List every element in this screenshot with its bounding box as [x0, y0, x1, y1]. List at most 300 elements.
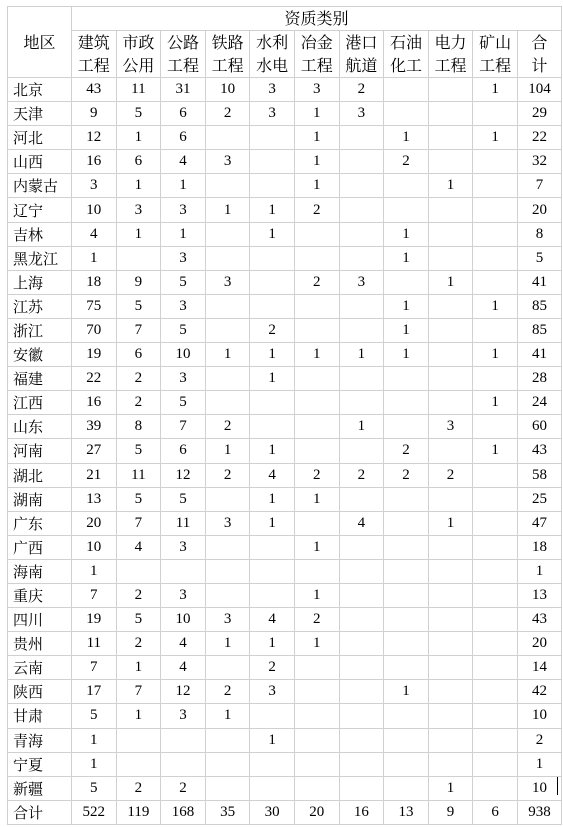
value-cell: 10 [205, 78, 250, 102]
value-cell [473, 656, 518, 680]
value-cell [428, 704, 473, 728]
row-total-cell: 14 [517, 656, 561, 680]
region-cell: 河北 [8, 126, 72, 150]
value-cell: 2 [116, 583, 161, 607]
value-cell [205, 583, 250, 607]
value-cell: 11 [116, 78, 161, 102]
value-cell: 1 [72, 246, 117, 270]
value-cell [339, 294, 384, 318]
value-cell [428, 656, 473, 680]
value-cell [294, 680, 339, 704]
value-cell [339, 367, 384, 391]
value-cell: 75 [72, 294, 117, 318]
value-cell: 2 [384, 463, 429, 487]
category-header-7 [384, 31, 429, 78]
value-cell: 13 [384, 800, 429, 824]
category-header-line: 工程 [479, 56, 512, 75]
region-cell: 上海 [8, 270, 72, 294]
value-cell: 5 [116, 439, 161, 463]
region-cell: 安徽 [8, 343, 72, 367]
value-cell: 1 [205, 198, 250, 222]
value-cell: 6 [473, 800, 518, 824]
value-cell: 1 [339, 415, 384, 439]
value-cell: 3 [161, 535, 206, 559]
category-header-line: 合 [531, 33, 548, 52]
value-cell: 43 [72, 78, 117, 102]
value-cell: 20 [72, 511, 117, 535]
table-row [8, 343, 562, 367]
value-cell: 1 [116, 174, 161, 198]
value-cell: 12 [72, 126, 117, 150]
value-cell [205, 222, 250, 246]
value-cell: 4 [339, 511, 384, 535]
value-cell: 6 [161, 102, 206, 126]
value-cell [384, 728, 429, 752]
value-cell: 12 [161, 463, 206, 487]
table-row [8, 776, 562, 800]
value-cell [428, 535, 473, 559]
category-header-line: 水利 [256, 33, 289, 52]
table-row [8, 391, 562, 415]
category-header-0 [72, 31, 117, 78]
value-cell: 39 [72, 415, 117, 439]
value-cell: 1 [294, 102, 339, 126]
value-cell [339, 198, 384, 222]
table-row [8, 439, 562, 463]
value-cell [339, 150, 384, 174]
value-cell: 16 [72, 391, 117, 415]
value-cell: 1 [384, 294, 429, 318]
value-cell: 11 [72, 632, 117, 656]
value-cell: 3 [161, 367, 206, 391]
category-header-line: 港口 [345, 33, 378, 52]
row-total-cell: 43 [517, 608, 561, 632]
value-cell: 2 [339, 78, 384, 102]
value-cell: 3 [250, 78, 295, 102]
value-cell [116, 728, 161, 752]
table-row [8, 511, 562, 535]
value-cell: 1 [250, 198, 295, 222]
value-cell [116, 752, 161, 776]
value-cell [384, 270, 429, 294]
value-cell [384, 174, 429, 198]
value-cell [384, 656, 429, 680]
table-body [8, 78, 562, 825]
value-cell: 2 [205, 415, 250, 439]
value-cell: 1 [428, 270, 473, 294]
region-cell: 福建 [8, 367, 72, 391]
value-cell: 11 [161, 511, 206, 535]
row-total-cell: 938 [517, 800, 561, 824]
row-total-cell: 43 [517, 439, 561, 463]
value-cell: 1 [72, 559, 117, 583]
value-cell [250, 294, 295, 318]
value-cell: 3 [161, 294, 206, 318]
row-total-cell: 42 [517, 680, 561, 704]
category-header-line: 电力 [434, 33, 467, 52]
table-row [8, 487, 562, 511]
value-cell: 4 [116, 535, 161, 559]
value-cell: 11 [116, 463, 161, 487]
value-cell: 9 [116, 270, 161, 294]
value-cell: 2 [205, 680, 250, 704]
row-total-cell: 85 [517, 318, 561, 342]
row-total-cell: 41 [517, 270, 561, 294]
value-cell [339, 318, 384, 342]
value-cell: 70 [72, 318, 117, 342]
value-cell: 19 [72, 343, 117, 367]
row-total-cell: 29 [517, 102, 561, 126]
value-cell: 20 [294, 800, 339, 824]
category-header-6 [339, 31, 384, 78]
value-cell [384, 415, 429, 439]
value-cell: 5 [116, 608, 161, 632]
value-cell: 1 [384, 680, 429, 704]
table-row [8, 583, 562, 607]
value-cell: 1 [250, 343, 295, 367]
region-column-header: 地区 [8, 7, 72, 78]
value-cell [473, 608, 518, 632]
value-cell: 10 [72, 198, 117, 222]
value-cell: 119 [116, 800, 161, 824]
value-cell [473, 270, 518, 294]
value-cell: 12 [161, 680, 206, 704]
value-cell [250, 583, 295, 607]
value-cell: 3 [250, 102, 295, 126]
value-cell: 4 [72, 222, 117, 246]
value-cell [428, 583, 473, 607]
value-cell: 1 [205, 439, 250, 463]
value-cell: 2 [205, 463, 250, 487]
value-cell [294, 318, 339, 342]
value-cell [250, 391, 295, 415]
category-header-line: 工程 [434, 56, 467, 75]
value-cell [339, 487, 384, 511]
value-cell: 17 [72, 680, 117, 704]
category-header-line: 公用 [122, 56, 155, 75]
value-cell: 5 [72, 704, 117, 728]
region-cell: 贵州 [8, 632, 72, 656]
value-cell: 522 [72, 800, 117, 824]
value-cell: 5 [161, 318, 206, 342]
value-cell [473, 776, 518, 800]
value-cell: 4 [250, 608, 295, 632]
value-cell [384, 535, 429, 559]
value-cell [205, 246, 250, 270]
value-cell [339, 559, 384, 583]
value-cell: 3 [339, 102, 384, 126]
value-cell: 3 [161, 198, 206, 222]
region-cell: 陕西 [8, 680, 72, 704]
value-cell [339, 222, 384, 246]
table-row [8, 270, 562, 294]
value-cell [294, 656, 339, 680]
value-cell: 30 [250, 800, 295, 824]
category-header-line: 工程 [211, 56, 244, 75]
value-cell: 21 [72, 463, 117, 487]
value-cell: 2 [428, 463, 473, 487]
value-cell [161, 728, 206, 752]
table-row [8, 608, 562, 632]
value-cell [294, 511, 339, 535]
value-cell [294, 246, 339, 270]
value-cell [250, 270, 295, 294]
value-cell: 1 [428, 511, 473, 535]
value-cell [339, 391, 384, 415]
value-cell: 31 [161, 78, 206, 102]
value-cell: 1 [250, 439, 295, 463]
region-cell: 黑龙江 [8, 246, 72, 270]
value-cell [428, 126, 473, 150]
category-header-line: 矿山 [479, 33, 512, 52]
value-cell: 3 [161, 583, 206, 607]
value-cell: 6 [116, 343, 161, 367]
category-header-line: 工程 [77, 56, 110, 75]
value-cell: 1 [384, 318, 429, 342]
region-cell: 山西 [8, 150, 72, 174]
value-cell [473, 752, 518, 776]
value-cell: 2 [294, 198, 339, 222]
value-cell: 3 [339, 270, 384, 294]
value-cell [250, 126, 295, 150]
value-cell [205, 535, 250, 559]
value-cell [428, 343, 473, 367]
row-total-cell: 58 [517, 463, 561, 487]
value-cell: 1 [250, 487, 295, 511]
value-cell: 1 [161, 222, 206, 246]
value-cell [205, 126, 250, 150]
value-cell [428, 439, 473, 463]
value-cell [428, 559, 473, 583]
value-cell: 1 [473, 126, 518, 150]
value-cell: 2 [339, 463, 384, 487]
table-row [8, 246, 562, 270]
value-cell [384, 78, 429, 102]
value-cell: 1 [250, 728, 295, 752]
value-cell: 2 [384, 439, 429, 463]
table-row [8, 126, 562, 150]
value-cell [473, 198, 518, 222]
value-cell [428, 752, 473, 776]
value-cell: 5 [116, 294, 161, 318]
value-cell: 1 [384, 343, 429, 367]
value-cell: 7 [116, 318, 161, 342]
category-header-1 [116, 31, 161, 78]
value-cell: 2 [116, 367, 161, 391]
region-cell: 浙江 [8, 318, 72, 342]
value-cell [384, 511, 429, 535]
category-header-5 [294, 31, 339, 78]
value-cell [473, 222, 518, 246]
value-cell [428, 487, 473, 511]
table-row [8, 463, 562, 487]
value-cell [428, 222, 473, 246]
table-row [8, 704, 562, 728]
value-cell [384, 752, 429, 776]
value-cell: 3 [116, 198, 161, 222]
category-header-line: 冶金 [300, 33, 333, 52]
value-cell [339, 246, 384, 270]
value-cell: 2 [116, 632, 161, 656]
value-cell [473, 535, 518, 559]
row-total-cell: 85 [517, 294, 561, 318]
value-cell: 4 [161, 656, 206, 680]
value-cell: 3 [161, 246, 206, 270]
value-cell: 2 [294, 608, 339, 632]
value-cell: 1 [116, 656, 161, 680]
table-row [8, 150, 562, 174]
table-row [8, 222, 562, 246]
qualification-table-container [7, 6, 562, 825]
value-cell: 4 [161, 632, 206, 656]
value-cell: 6 [161, 126, 206, 150]
row-total-cell: 28 [517, 367, 561, 391]
value-cell: 1 [116, 222, 161, 246]
value-cell [384, 391, 429, 415]
row-total-cell: 18 [517, 535, 561, 559]
value-cell: 3 [205, 608, 250, 632]
value-cell: 1 [294, 535, 339, 559]
table-row [8, 318, 562, 342]
region-cell: 内蒙古 [8, 174, 72, 198]
value-cell [428, 608, 473, 632]
value-cell [384, 608, 429, 632]
value-cell: 7 [116, 680, 161, 704]
value-cell [250, 752, 295, 776]
value-cell [428, 78, 473, 102]
value-cell: 4 [161, 150, 206, 174]
value-cell [205, 294, 250, 318]
value-cell [205, 391, 250, 415]
region-cell: 青海 [8, 728, 72, 752]
value-cell: 5 [161, 487, 206, 511]
value-cell [428, 318, 473, 342]
value-cell: 1 [294, 126, 339, 150]
value-cell [428, 728, 473, 752]
value-cell [294, 294, 339, 318]
table-row [8, 559, 562, 583]
table-row [8, 294, 562, 318]
category-header-10 [517, 31, 561, 78]
value-cell: 1 [428, 776, 473, 800]
value-cell [339, 126, 384, 150]
region-cell: 新疆 [8, 776, 72, 800]
value-cell: 1 [116, 126, 161, 150]
value-cell [473, 487, 518, 511]
value-cell [473, 728, 518, 752]
region-cell: 云南 [8, 656, 72, 680]
category-header-line: 石油 [389, 33, 422, 52]
row-total-cell: 20 [517, 632, 561, 656]
value-cell: 1 [339, 343, 384, 367]
value-cell: 1 [294, 174, 339, 198]
value-cell: 1 [384, 246, 429, 270]
value-cell [116, 246, 161, 270]
category-header-line: 铁路 [211, 33, 244, 52]
value-cell: 1 [250, 511, 295, 535]
value-cell [339, 608, 384, 632]
value-cell [294, 728, 339, 752]
region-cell: 辽宁 [8, 198, 72, 222]
category-group-header: 资质类别 [72, 7, 562, 31]
category-header-9 [473, 31, 518, 78]
value-cell: 1 [116, 704, 161, 728]
value-cell: 7 [72, 583, 117, 607]
value-cell: 1 [72, 752, 117, 776]
value-cell [205, 174, 250, 198]
value-cell: 10 [72, 535, 117, 559]
value-cell [250, 415, 295, 439]
value-cell [294, 222, 339, 246]
row-total-cell: 60 [517, 415, 561, 439]
row-total-cell: 5 [517, 246, 561, 270]
row-total-cell: 47 [517, 511, 561, 535]
value-cell [339, 439, 384, 463]
region-cell: 江西 [8, 391, 72, 415]
value-cell [473, 463, 518, 487]
region-cell: 湖北 [8, 463, 72, 487]
value-cell [294, 704, 339, 728]
value-cell [473, 680, 518, 704]
value-cell: 2 [294, 463, 339, 487]
table-row [8, 367, 562, 391]
value-cell [294, 439, 339, 463]
value-cell: 18 [72, 270, 117, 294]
value-cell [384, 367, 429, 391]
total-row [8, 800, 562, 824]
row-total-cell: 8 [517, 222, 561, 246]
value-cell: 2 [250, 656, 295, 680]
value-cell: 168 [161, 800, 206, 824]
value-cell [250, 535, 295, 559]
region-cell: 天津 [8, 102, 72, 126]
value-cell [428, 294, 473, 318]
value-cell [384, 102, 429, 126]
value-cell: 1 [205, 632, 250, 656]
table-row [8, 752, 562, 776]
value-cell: 1 [384, 126, 429, 150]
value-cell [250, 704, 295, 728]
value-cell [294, 776, 339, 800]
value-cell [294, 752, 339, 776]
category-header-line: 工程 [166, 56, 199, 75]
value-cell [473, 246, 518, 270]
value-cell [473, 704, 518, 728]
value-cell: 3 [205, 150, 250, 174]
category-header-line: 市政 [122, 33, 155, 52]
value-cell: 19 [72, 608, 117, 632]
row-total-cell: 1 [517, 752, 561, 776]
region-cell: 北京 [8, 78, 72, 102]
value-cell [339, 583, 384, 607]
value-cell [384, 632, 429, 656]
value-cell [294, 415, 339, 439]
value-cell: 16 [72, 150, 117, 174]
value-cell: 1 [250, 222, 295, 246]
value-cell: 5 [161, 391, 206, 415]
value-cell: 2 [205, 102, 250, 126]
value-cell [339, 174, 384, 198]
value-cell: 22 [72, 367, 117, 391]
value-cell [473, 415, 518, 439]
row-total-cell: 41 [517, 343, 561, 367]
value-cell [205, 487, 250, 511]
value-cell: 7 [161, 415, 206, 439]
value-cell [428, 391, 473, 415]
table-row [8, 680, 562, 704]
category-header-3 [205, 31, 250, 78]
value-cell: 1 [384, 222, 429, 246]
